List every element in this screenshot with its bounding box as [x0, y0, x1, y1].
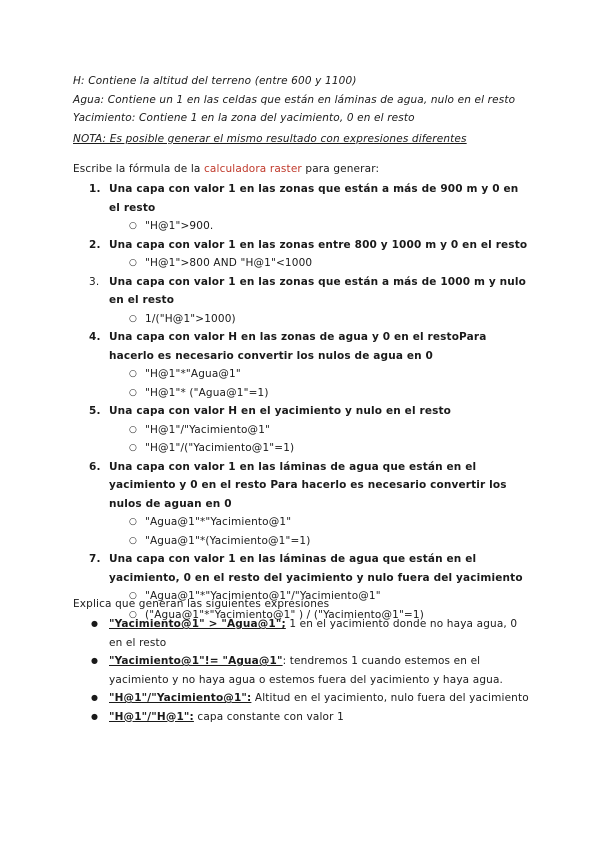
task-item [73, 550, 533, 624]
explanation-text: Altitud en el yacimiento, nulo fuera del yacimiento [251, 692, 529, 704]
tasks-lead-highlight: calculadora raster [204, 163, 302, 175]
task-answer: ○ "H@1">900. [109, 217, 533, 236]
task-number: 4. [89, 331, 101, 343]
task-question: Una capa con valor 1 en las láminas de agua que están en el yacimiento, 0 en el resto del yacimiento y nulo fuera del yacimiento [109, 553, 523, 584]
task-answer: ○ "Agua@1"*"Yacimiento@1" [109, 513, 533, 532]
intro-line-agua: Agua: Contiene un 1 en las celdas que están en láminas de agua, nulo en el resto [73, 93, 516, 106]
task-answer: ○ "Agua@1"*(Yacimiento@1"=1) [109, 532, 533, 551]
task-question: Una capa con valor 1 en las zonas que están a más de 900 m y 0 en el resto [109, 183, 519, 214]
task-question: Una capa con valor H en las zonas de agua y 0 en el restoPara hacerlo es necesario convertir los nulos de agua en 0 [109, 331, 487, 362]
task-answers [109, 310, 533, 329]
expression: "Yacimiento@1"!= "Agua@1" [109, 655, 283, 667]
task-number: 6. [89, 460, 101, 473]
task-item [73, 328, 533, 402]
task-answer: ○ "Agua@1"*"Yacimiento@1"/"Yacimiento@1" [109, 587, 533, 606]
task-item [73, 273, 533, 329]
explanation-item [73, 708, 533, 727]
task-answers [109, 365, 533, 402]
nota: NOTA: Es posible generar el mismo resultado con expresiones diferentes [73, 133, 467, 145]
task-question: Una capa con valor H en el yacimiento y nulo en el resto [109, 405, 452, 417]
task-item [73, 236, 533, 273]
task-question: Una capa con valor 1 en las zonas que están a más de 1000 m y nulo en el resto [109, 275, 527, 306]
explanation-text: 1 en el yacimiento donde no haya agua, 0 en el resto [109, 618, 518, 649]
explanation-item [73, 615, 533, 652]
intro-line-h: H: Contiene la altitud del terreno (entre 600 y 1100) [73, 75, 357, 87]
tasks-lead [73, 163, 543, 175]
explanation-item [73, 689, 533, 708]
task-answer: ○ "H@1"/("Yacimiento@1"=1) [109, 439, 533, 458]
task-number: 5. [89, 405, 101, 417]
task-item [73, 402, 533, 458]
task-answers [109, 217, 533, 236]
task-question: Una capa con valor 1 en las láminas de agua que están en el yacimiento y 0 en el resto Para hacerlo es necesario convertir los nulos de aguan en 0 [109, 460, 507, 510]
task-answers [109, 254, 533, 273]
task-answer: ○ ("Agua@1"*"Yacimiento@1" ) / ("Yacimiento@1"=1) [109, 606, 533, 625]
task-answer: ○ 1/("H@1">1000) [109, 310, 533, 329]
tasks-lead-after: para generar: [301, 163, 380, 175]
task-number: 2. [89, 238, 101, 251]
variables-intro [73, 72, 543, 128]
task-question: Una capa con valor 1 en las zonas entre 800 y 1000 m y 0 en el resto [109, 238, 528, 251]
tasks-lead-before: Escribe la fórmula de la [73, 163, 204, 175]
task-answer: ○ "H@1"* ("Agua@1"=1) [109, 384, 533, 403]
explanations-list [73, 615, 533, 726]
task-number: 7. [89, 553, 101, 565]
expression: "H@1"/"H@1": [109, 710, 194, 723]
task-answer: ○ "H@1">800 AND "H@1"<1000 [109, 254, 533, 273]
explanation-text: : tendremos 1 cuando estemos en el yacimiento y no haya agua o estemos fuera del yacimiento y haya agua. [109, 655, 504, 686]
task-answer: ○ "H@1"*"Agua@1" [109, 365, 533, 384]
task-answers [109, 513, 533, 550]
explanation-text: capa constante con valor 1 [193, 710, 344, 723]
expression: "H@1"/"Yacimiento@1": [109, 692, 252, 704]
expression: "Yacimiento@1" > "Agua@1"; [109, 618, 286, 630]
task-answer: ○ "H@1"/"Yacimiento@1" [109, 421, 533, 440]
task-item [73, 458, 533, 551]
tasks-list [73, 180, 533, 624]
explain-lead: Explica que generan las siguientes expresiones [73, 598, 330, 610]
task-number: 1. [89, 183, 101, 195]
task-item [73, 180, 533, 236]
explanation-item [73, 652, 533, 689]
intro-line-yacimiento: Yacimiento: Contiene 1 en la zona del yacimiento, 0 en el resto [73, 112, 415, 124]
task-number: 3. [89, 275, 100, 288]
task-answers [109, 421, 533, 458]
